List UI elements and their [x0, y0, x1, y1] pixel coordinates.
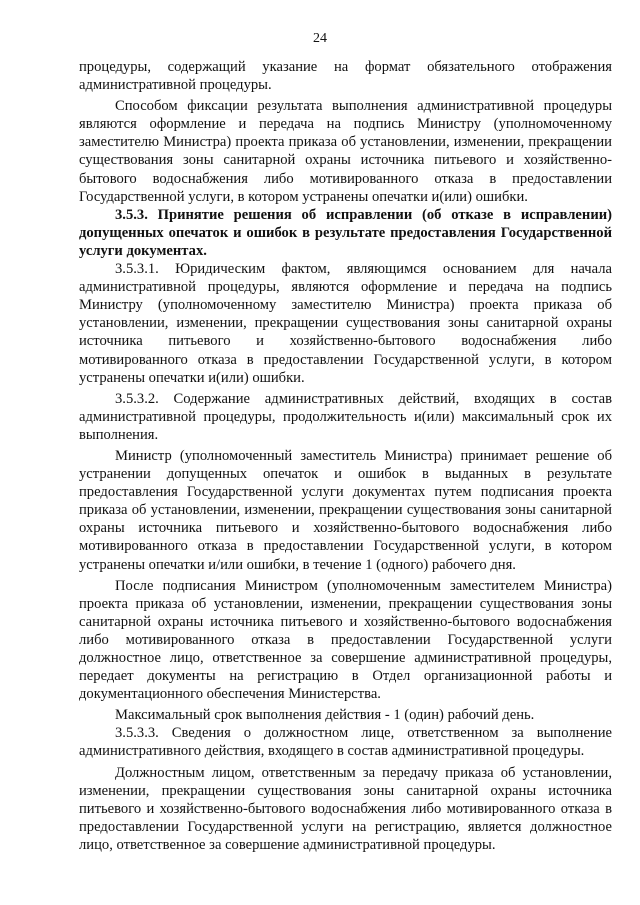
paragraph-responsible-official: Должностным лицом, ответственным за передачу приказа об установлении, изменении, прекращении существования зоны санитарной охраны источника питьевого и хозяйственно-бытового водоснабжения либо мотивированного отказа в предоставлении Государственной услуги на регистрацию, является должностное лицо, ответственное за совершение административной процедуры.	[79, 764, 612, 853]
paragraph-minister-decision: Министр (уполномоченный заместитель Министра) принимает решение об устранении допущенных опечаток и ошибок в выданных в результате предоставления Государственной услуги документах путем подписания проекта приказа об установлении, изменении, прекращении существования зоны санитарной охраны источника питьевого и хозяйственно-бытового водоснабжения либо мотивированного отказа в предоставлении Государственной услуги, в котором устранены опечатки и/или ошибки, в течение 1 (одного) рабочего дня.	[79, 447, 612, 573]
paragraph-result-fixation: Способом фиксации результата выполнения административной процедуры являются оформление и передача на подпись Министру (уполномоченному заместителю Министра) проекта приказа об установлении, изменении, прекращении существования зоны санитарной охраны источника питьевого и хозяйственно-бытового водоснабжения либо мотивированного отказа в предоставлении Государственной услуги, в котором устранены опечатки и(или) ошибки.	[79, 98, 612, 205]
paragraph-3-5-3-3: 3.5.3.3. Сведения о должностном лице, ответственном за выполнение административного действия, входящего в состав административной процедуры.	[79, 725, 612, 760]
paragraph-3-5-3-1: 3.5.3.1. Юридическим фактом, являющимся основанием для начала административной процедуры, являются оформление и передача на подпись Министру (уполномоченному заместителю Министра) проекта приказа об установлении, изменении, прекращении существования зоны санитарной охраны источника питьевого и хозяйственно-бытового водоснабжения либо мотивированного отказа в предоставлении Государственной услуги, в котором устранены опечатки и(или) ошибки.	[79, 261, 612, 386]
paragraph-after-signing: После подписания Министром (уполномоченным заместителем Министра) проекта приказа об установлении, изменении, прекращении существования зоны санитарной охраны источника питьевого и хозяйственно-бытового водоснабжения либо мотивированного отказа в предоставлении Государственной услуги должностное лицо, ответственное за совершение административной процедуры, передает документы на регистрацию в Отдел организационной работы и документационного обеспечения Министерства.	[79, 577, 612, 703]
paragraph-procedure-tail: процедуры, содержащий указание на формат обязательного отображения административной процедуры.	[79, 59, 612, 94]
paragraph-3-5-3-2: 3.5.3.2. Содержание административных действий, входящих в состав административной процедуры, продолжительность и(или) максимальный срок их выполнения.	[79, 390, 612, 443]
document-body	[79, 58, 612, 854]
section-heading-3-5-3: 3.5.3. Принятие решения об исправлении (об отказе в исправлении) допущенных опечаток и ошибок в результате предоставления Государственной услуги документах.	[79, 206, 612, 259]
paragraph-max-term: Максимальный срок выполнения действия - 1 (один) рабочий день.	[115, 707, 535, 724]
page-number: 24	[313, 31, 327, 46]
